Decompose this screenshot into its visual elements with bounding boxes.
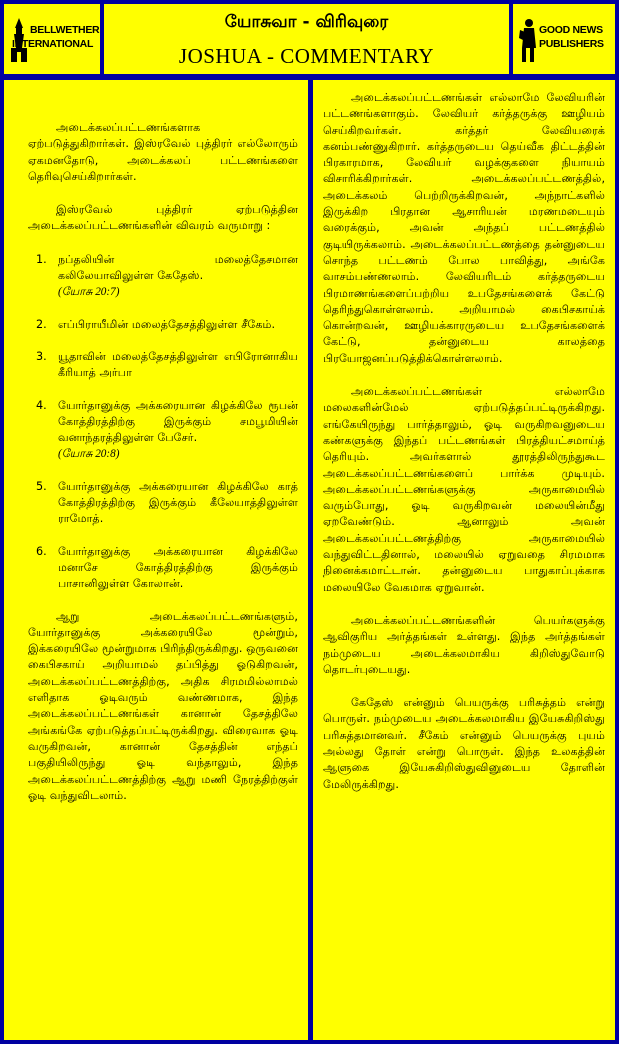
right-column bbox=[313, 80, 615, 1040]
title-english: JOSHUA - COMMENTARY bbox=[178, 44, 435, 68]
right-paragraph-2: அடைக்கலப்பட்டணங்கள் எல்லாமே மலைகளின்மேல் ஏற்படுத்தப்பட்டிருக்கிறது. எங்கேயிருந்து பார்த்தாலும், ஓடி வருகிறவனுடைய கண்களுக்கு இந்தப் பட்டணங்கள் பிரத்தியட்சமாய்த் தெரியும். அவர்களால் தூரத்திலிருந்துகூட அடைக்கலப்பட்டணங்களைப் பார்க்க முடியும். அடைக்கலப்பட்டணங்களுக்கு அருகாமையில் வரும்போது, ஓடி வருகிறவன் மலையின்மீது ஏறவேண்டும். ஆனாலும் அவன் அடைக்கலப்பட்டணத்திற்கு அருகாமையில் வந்துவிட்டதினால், மலையில் ஏறுவதை சிரமமாக நினைக்கமாட்டான். தன்னுடைய பாதுகாப்புக்காக மலையிலே வேகமாக ஏறுவான். bbox=[323, 385, 605, 594]
bellwether-logo-line2: INTERNATIONAL bbox=[12, 38, 94, 50]
list-item bbox=[28, 544, 298, 593]
herald-icon bbox=[519, 18, 537, 62]
list-item-text: யோர்தானுக்கு அக்கரையான கிழக்கிலே ரூபன் கோத்திரத்திற்கு இருக்கும் சமபூமியின் வனாந்தரத்திலுள்ள பேசேர். bbox=[58, 398, 298, 445]
title-tamil: யோசுவா - விரிவுரை bbox=[224, 12, 389, 32]
bellwether-logo-panel bbox=[4, 4, 100, 74]
list-item-text: யோர்தானுக்கு அக்கரையான கிழக்கிலே காத் கோத்திரத்திற்கு இருக்கும் கீலேயாத்திலுள்ள ராமோத். bbox=[58, 479, 298, 526]
left-paragraph-2: இஸ்ரவேல் புத்திரர் ஏற்படுத்தின அடைக்கலப்பட்டணங்களின் விவரம் வருமாறு : bbox=[28, 203, 298, 233]
refuge-cities-list bbox=[28, 252, 298, 593]
left-paragraph-1: அடைக்கலப்பட்டணங்களாக ஏற்படுத்துகிறார்கள். இஸ்ரவேல் புத்திரர் எல்லோரும் ஏகமனதோடு, அடைக்கலப் பட்டணங்களை தெரிவுசெய்கிறார்கள். bbox=[28, 121, 298, 183]
list-item-text: யூதாவின் மலைத்தேசத்திலுள்ள எபிரோனாகிய கீரியாத் அர்பா bbox=[58, 349, 298, 380]
list-item-number: 3. bbox=[36, 349, 47, 363]
list-item-number: 2. bbox=[36, 317, 47, 331]
good-news-logo bbox=[519, 14, 607, 66]
list-item bbox=[28, 398, 298, 463]
scripture-reference: (யோசு 20:8) bbox=[58, 448, 120, 461]
right-paragraph-4: கேதேஸ் என்னும் பெயருக்கு பரிசுத்தம் என்று பொருள். நம்முடைய அடைக்கலமாகிய இயேசுகிறிஸ்து பரிசுத்தமானவர். சீகேம் என்னும் பெயருக்கு புயம் அல்லது தோள் என்று பொருள். இந்த உலகத்தின் ஆளுகை இயேசுகிறிஸ்துவினுடைய தோளின் மேலிருக்கிறது. bbox=[323, 696, 605, 791]
list-item-text: எப்பிராயீமின் மலைத்தேசத்திலுள்ள சீகேம். bbox=[58, 317, 276, 331]
list-item bbox=[28, 479, 298, 528]
title-panel bbox=[104, 4, 509, 74]
list-item bbox=[28, 252, 298, 301]
left-paragraph-3: ஆறு அடைக்கலப்பட்டணங்களும், யோர்தானுக்கு அக்கரையிலே மூன்றும், இக்கரையிலே மூன்றுமாக பிரிந்திருக்கிறது. ஒருவனை கைபிசகாய் அறியாமல் தப்பித்து ஓடுகிறவன், அடைக்கலப்பட்டணத்திற்கு, அதிக சிரமமில்லாமல் எளிதாக ஓடிவரும் வண்ணமாக, இந்த அடைக்கலப்பட்டணங்கள் கானான் தேசத்திலே அங்கங்கே ஏற்படுத்தப்பட்டிருக்கிறது. விரைவாக ஓடி வருகிறவன், கானான் தேசத்தின் எந்தப் பகுதியிலிருந்து ஓடி வந்தாலும், இந்த அடைக்கலப்பட்டணத்திற்கு ஆறு மணி நேரத்திற்குள் ஓடி வந்துவிடலாம். bbox=[28, 609, 298, 802]
scripture-reference: (யோசு 20:7) bbox=[58, 286, 120, 299]
list-item-number: 4. bbox=[36, 398, 47, 412]
bellwether-logo bbox=[10, 14, 98, 66]
list-item bbox=[28, 317, 298, 333]
good-news-logo-line2: PUBLISHERS bbox=[539, 38, 604, 50]
right-paragraph-1: அடைக்கலப்பட்டணங்கள் எல்லாமே லேவியரின் பட்டணங்களாகும். லேவியர் கர்த்தருக்கு ஊழியம் செய்கிறவர்கள். கர்த்தர் லேவியரைக் கனம்பண்ணுகிறார். கர்த்தருடைய தெய்வீக திட்டத்தின் பிரகாரமாக, லேவியர் வழக்குகளை நியாயம் விசாரிக்கிறார்கள். அடைக்கலப்பட்டணத்தில், அடைக்கலம் பெற்றிருக்கிறவன், அந்நாட்களில் இருக்கிற பிரதான ஆசாரியன் மரணமடையும் வரைக்கும், அவன் அந்தப் பட்டணத்தில் குடியிருக்கலாம். அடைக்கலப்பட்டணத்தை தன்னுடைய சொந்த பட்டணம் போல பாவித்து, அங்கே வாசம்பண்ணலாம். லேவியரிடம் கர்த்தருடைய பிரமாணங்களைப்பற்றிய உபதேசங்களைக் கேட்டு தெரிந்துகொள்ளலாம். அறியாமல் கைபிசகாய்க் கொன்றவன், ஊழியக்காரருடைய உபதேசங்களைக் கேட்டு, தன்னுடைய காலத்தை பிரயோஜனப்படுத்திக்கொள்ளலாம். bbox=[323, 91, 605, 365]
list-item-number: 6. bbox=[36, 544, 47, 558]
right-paragraph-3: அடைக்கலப்பட்டணங்களின் பெயர்களுக்கு ஆவிகுரிய அர்த்தங்கள் உள்ளது. இந்த அர்த்தங்கள் நம்முடைய அடைக்கலமாகிய கிறிஸ்துவோடு தொடர்புடையது. bbox=[323, 613, 605, 676]
left-column bbox=[4, 80, 308, 1040]
list-item bbox=[28, 349, 298, 382]
good-news-logo-panel bbox=[513, 4, 615, 74]
good-news-logo-line1: GOOD NEWS bbox=[539, 24, 603, 36]
list-item-number: 5. bbox=[36, 479, 47, 493]
bellwether-logo-line1: BELLWETHER bbox=[30, 24, 100, 36]
list-item-text: நப்தலியின் மலைத்தேசமான கலிலேயாவிலுள்ள கேதேஸ். bbox=[58, 252, 298, 283]
list-item-number: 1. bbox=[36, 252, 47, 266]
list-item-text: யோர்தானுக்கு அக்கரையான கிழக்கிலே மனாசே கோத்திரத்திற்கு இருக்கும் பாசானிலுள்ள கோலான். bbox=[58, 544, 298, 591]
